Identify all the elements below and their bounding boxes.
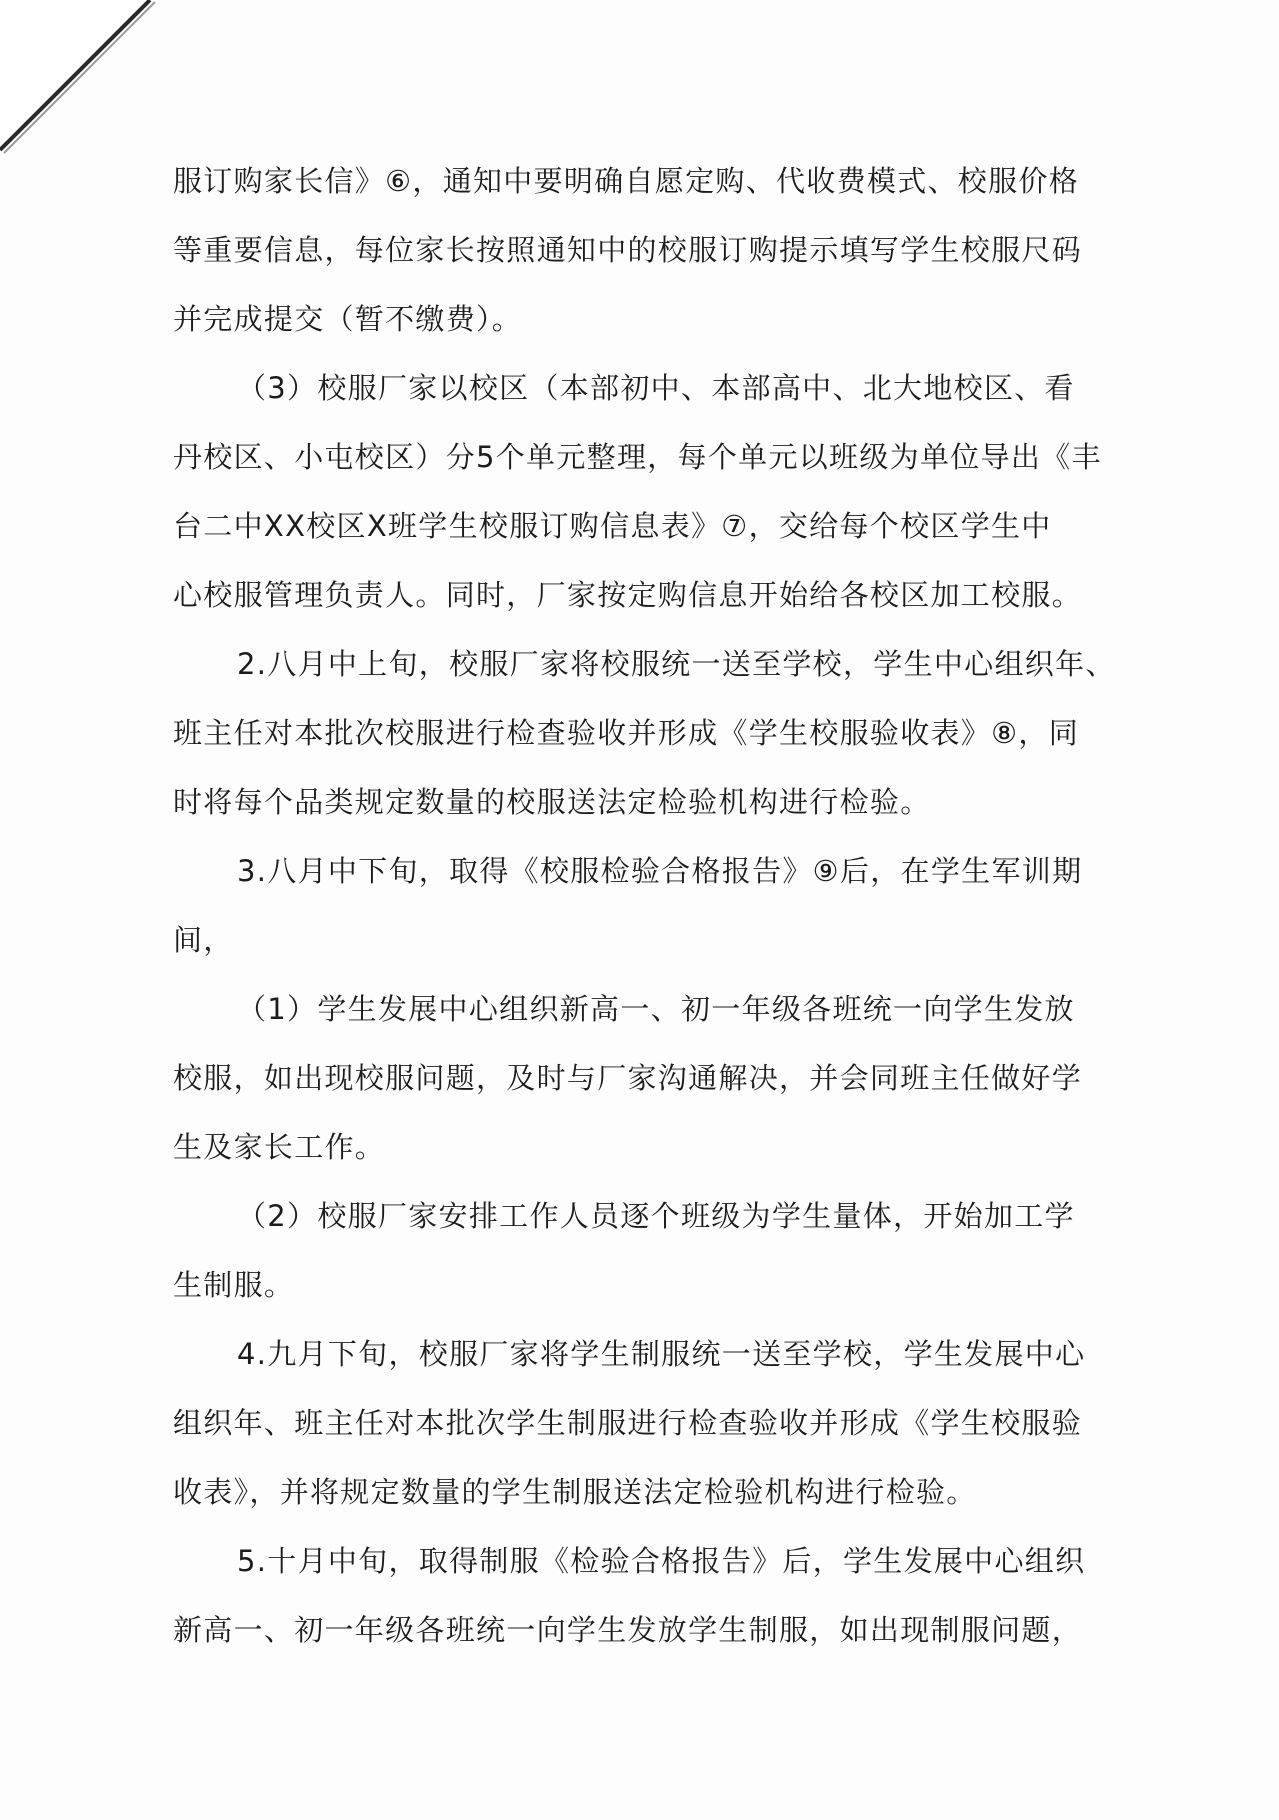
text-line: 生制服。 — [173, 1268, 295, 1302]
text-line: 班主任对本批次校服进行检查验收并形成《学生校服验收表》⑧，同 — [173, 716, 1079, 750]
text-line: 服订购家长信》⑥，通知中要明确自愿定购、代收费模式、校服价格 — [173, 164, 1079, 198]
text-line: 并完成提交（暂不缴费）。 — [173, 302, 523, 336]
text-line: （3）校服厂家以校区（本部初中、本部高中、北大地校区、看 — [237, 371, 1075, 405]
page-corner-shadow — [0, 0, 170, 180]
text-line: 组织年、班主任对本批次学生制服进行检查验收并形成《学生校服验 — [173, 1406, 1083, 1440]
text-line: 等重要信息，每位家长按照通知中的校服订购提示填写学生校服尺码 — [173, 233, 1083, 267]
text-line: 丹校区、小屯校区）分5个单元整理，每个单元以班级为单位导出《丰 — [173, 440, 1102, 474]
document-body — [173, 162, 1116, 1680]
text-line: 3.八月中下旬，取得《校服检验合格报告》⑨后，在学生军训期 — [237, 854, 1083, 888]
text-line: 心校服管理负责人。同时，厂家按定购信息开始给各校区加工校服。 — [173, 578, 1083, 612]
text-line: 生及家长工作。 — [173, 1130, 386, 1164]
text-line: （1）学生发展中心组织新高一、初一年级各班统一向学生发放 — [237, 992, 1075, 1026]
text-line: （2）校服厂家安排工作人员逐个班级为学生量体，开始加工学 — [237, 1199, 1075, 1233]
text-line: 新高一、初一年级各班统一向学生发放学生制服，如出现制服问题， — [173, 1613, 1083, 1647]
text-line: 校服，如出现校服问题，及时与厂家沟通解决，并会同班主任做好学 — [173, 1061, 1083, 1095]
text-line: 间， — [173, 923, 234, 957]
text-line: 2.八月中上旬，校服厂家将校服统一送至学校，学生中心组织年、 — [237, 647, 1116, 681]
text-line: 4.九月下旬，校服厂家将学生制服统一送至学校，学生发展中心 — [237, 1337, 1086, 1371]
text-line: 5.十月中旬，取得制服《检验合格报告》后，学生发展中心组织 — [237, 1544, 1086, 1578]
text-line: 时将每个品类规定数量的校服送法定检验机构进行检验。 — [173, 785, 931, 819]
text-line: 收表》，并将规定数量的学生制服送法定检验机构进行检验。 — [173, 1475, 977, 1509]
text-line: 台二中XX校区X班学生校服订购信息表》⑦，交给每个校区学生中 — [173, 509, 1052, 543]
